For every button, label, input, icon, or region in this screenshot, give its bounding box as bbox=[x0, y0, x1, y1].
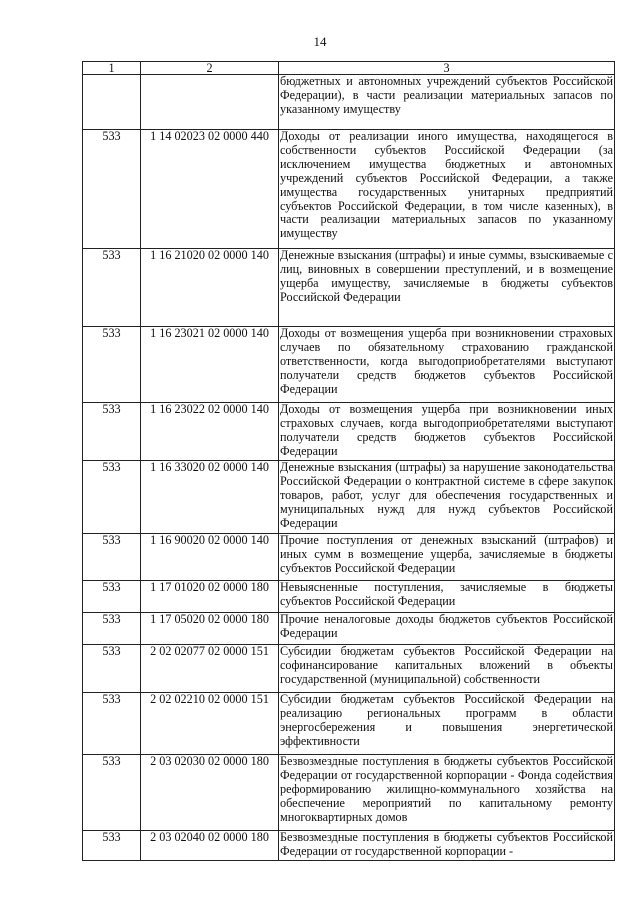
admin-code-cell bbox=[83, 75, 141, 130]
budget-code-cell: 2 03 02040 02 0000 180 bbox=[141, 831, 279, 861]
table-header-row bbox=[83, 62, 615, 75]
admin-code-cell: 533 bbox=[83, 755, 141, 831]
description-cell: Доходы от реализации иного имущества, находящегося в собственности субъектов Российской Федерации (за исключением имущества бюджетных и автономных учреждений субъектов Российской Федерации, а также имущества государственных унитарных предприятий субъектов Российской Федерации, в том числе казенных), в части реализации материальных запасов по указанному имуществу bbox=[279, 130, 615, 249]
budget-code-cell: 1 16 23022 02 0000 140 bbox=[141, 403, 279, 461]
table-row bbox=[83, 327, 615, 403]
table-row bbox=[83, 645, 615, 693]
admin-code-cell: 533 bbox=[83, 581, 141, 613]
budget-revenue-table bbox=[82, 61, 615, 861]
description-cell: Субсидии бюджетам субъектов Российской Федерации на реализацию региональных программ в области энергосбережения и повышения энергетической эффективности bbox=[279, 693, 615, 755]
description-cell: Субсидии бюджетам субъектов Российской Федерации на софинансирование капитальных вложений в объекты государственной (муниципальной) собственности bbox=[279, 645, 615, 693]
table-row bbox=[83, 534, 615, 581]
table-row bbox=[83, 249, 615, 327]
budget-code-cell bbox=[141, 75, 279, 130]
admin-code-cell: 533 bbox=[83, 693, 141, 755]
table-row bbox=[83, 581, 615, 613]
admin-code-cell: 533 bbox=[83, 831, 141, 861]
admin-code-cell: 533 bbox=[83, 534, 141, 581]
description-cell: Прочие поступления от денежных взысканий (штрафов) и иных сумм в возмещение ущерба, зачисляемые в бюджеты субъектов Российской Федерации bbox=[279, 534, 615, 581]
budget-code-cell: 1 16 21020 02 0000 140 bbox=[141, 249, 279, 327]
column-header-1: 1 bbox=[83, 62, 141, 75]
description-cell: Прочие неналоговые доходы бюджетов субъектов Российской Федерации bbox=[279, 613, 615, 645]
description-cell: Доходы от возмещения ущерба при возникновении страховых случаев по обязательному страхованию гражданской ответственности, когда выгодоприобретателями выступают получатели средств бюджетов субъектов Российской Федерации bbox=[279, 327, 615, 403]
budget-code-cell: 1 16 23021 02 0000 140 bbox=[141, 327, 279, 403]
table-row bbox=[83, 403, 615, 461]
admin-code-cell: 533 bbox=[83, 613, 141, 645]
budget-code-cell: 2 02 02077 02 0000 151 bbox=[141, 645, 279, 693]
table-row bbox=[83, 461, 615, 534]
admin-code-cell: 533 bbox=[83, 327, 141, 403]
description-cell: бюджетных и автономных учреждений субъектов Российской Федерации), в части реализации материальных запасов по указанному имуществу bbox=[279, 75, 615, 130]
description-cell: Невыясненные поступления, зачисляемые в бюджеты субъектов Российской Федерации bbox=[279, 581, 615, 613]
description-cell: Доходы от возмещения ущерба при возникновении иных страховых случаев, когда выгодоприобретателями выступают получатели средств бюджетов субъектов Российской Федерации bbox=[279, 403, 615, 461]
budget-code-cell: 1 16 33020 02 0000 140 bbox=[141, 461, 279, 534]
table-row bbox=[83, 613, 615, 645]
table-row bbox=[83, 130, 615, 249]
admin-code-cell: 533 bbox=[83, 645, 141, 693]
column-header-2: 2 bbox=[141, 62, 279, 75]
description-cell: Денежные взыскания (штрафы) и иные суммы, взыскиваемые с лиц, виновных в совершении преступлений, и в возмещение ущерба имуществу, зачисляемые в бюджеты субъектов Российской Федерации bbox=[279, 249, 615, 327]
budget-code-cell: 1 14 02023 02 0000 440 bbox=[141, 130, 279, 249]
description-cell: Денежные взыскания (штрафы) за нарушение законодательства Российской Федерации о контрактной системе в сфере закупок товаров, работ, услуг для обеспечения государственных и муниципальных нужд для нужд субъектов Российской Федерации bbox=[279, 461, 615, 534]
budget-code-cell: 2 02 02210 02 0000 151 bbox=[141, 693, 279, 755]
description-cell: Безвозмездные поступления в бюджеты субъектов Российской Федерации от государственной корпорации - Фонда содействия реформированию жилищно-коммунального хозяйства на обеспечение мероприятий по капитальному ремонту многоквартирных домов bbox=[279, 755, 615, 831]
budget-code-cell: 2 03 02030 02 0000 180 bbox=[141, 755, 279, 831]
page-number: 14 bbox=[313, 34, 327, 49]
table-row bbox=[83, 831, 615, 861]
budget-code-cell: 1 16 90020 02 0000 140 bbox=[141, 534, 279, 581]
table-row bbox=[83, 755, 615, 831]
admin-code-cell: 533 bbox=[83, 403, 141, 461]
column-header-3: 3 bbox=[279, 62, 615, 75]
admin-code-cell: 533 bbox=[83, 461, 141, 534]
table-row bbox=[83, 693, 615, 755]
description-cell: Безвозмездные поступления в бюджеты субъектов Российской Федерации от государственной корпорации - bbox=[279, 831, 615, 861]
table-row bbox=[83, 75, 615, 130]
admin-code-cell: 533 bbox=[83, 249, 141, 327]
budget-code-cell: 1 17 05020 02 0000 180 bbox=[141, 613, 279, 645]
admin-code-cell: 533 bbox=[83, 130, 141, 249]
budget-code-cell: 1 17 01020 02 0000 180 bbox=[141, 581, 279, 613]
